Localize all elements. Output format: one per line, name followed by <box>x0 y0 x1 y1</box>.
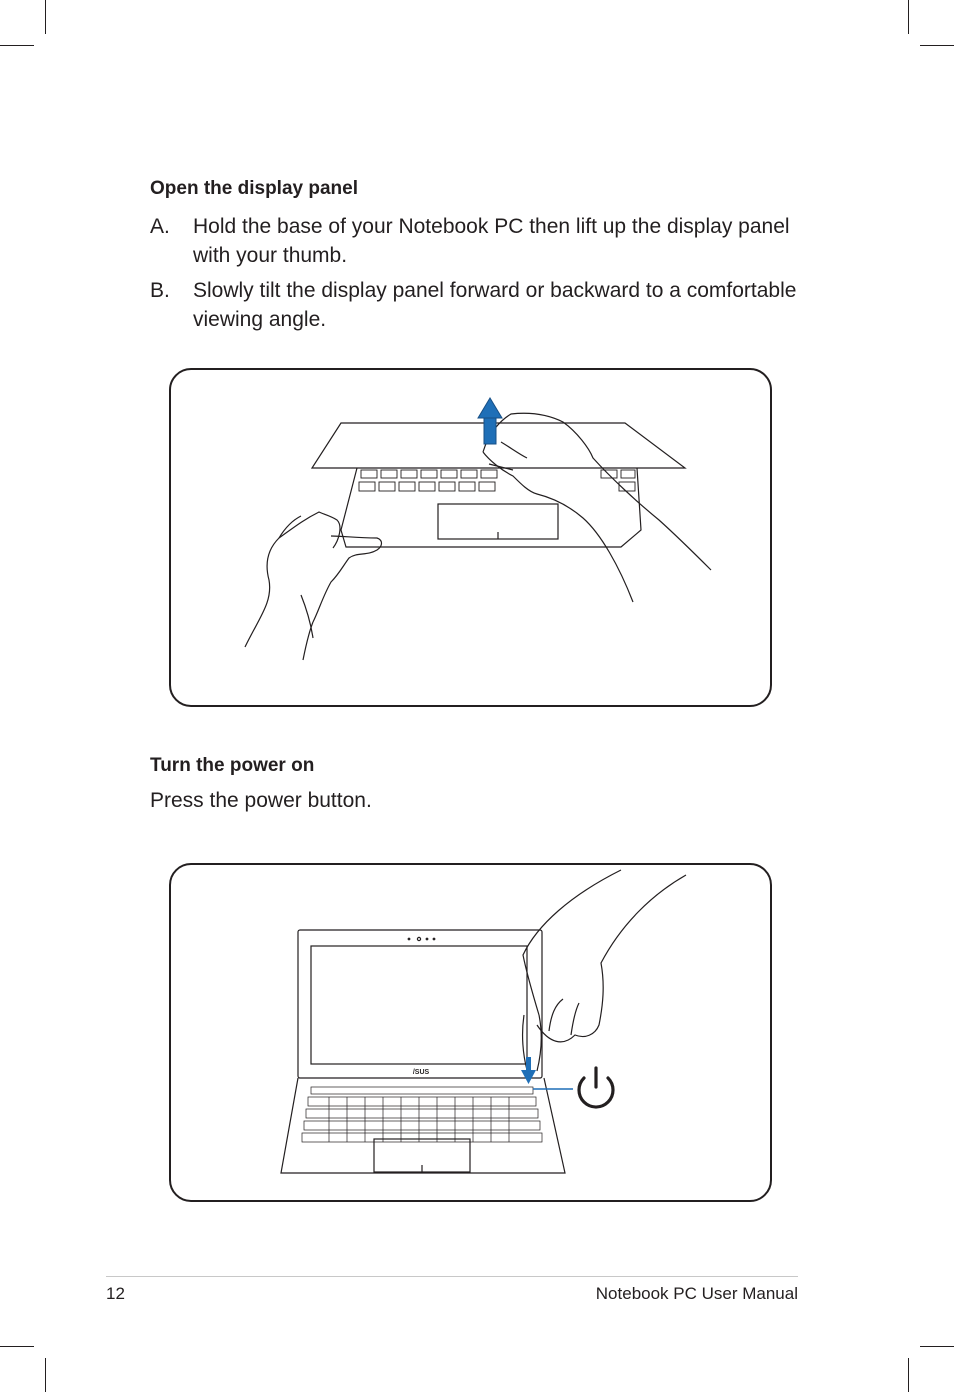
down-arrow-icon <box>521 1057 536 1084</box>
crop-mark <box>920 1346 954 1347</box>
step-text: Hold the base of your Notebook PC then lift up the display panel with your thumb. <box>193 215 790 267</box>
crop-mark <box>908 0 909 34</box>
figure-open-display <box>169 368 772 707</box>
step-letter: B. <box>150 279 170 302</box>
crop-mark <box>45 0 46 34</box>
crop-mark <box>0 1346 34 1347</box>
crop-mark <box>920 45 954 46</box>
crop-mark <box>0 45 34 46</box>
step-a <box>150 212 810 270</box>
power-icon <box>579 1068 613 1107</box>
figure-power-button <box>169 863 772 1202</box>
step-text: Slowly tilt the display panel forward or backward to a comfortable viewing angle. <box>193 279 797 331</box>
section-heading-power-on: Turn the power on <box>150 755 315 776</box>
power-button-illustration <box>171 865 774 1204</box>
step-letter: A. <box>150 215 170 238</box>
manual-title: Notebook PC User Manual <box>595 1284 798 1303</box>
crop-mark <box>908 1358 909 1392</box>
up-arrow-icon <box>478 398 502 444</box>
section-heading-open-display: Open the display panel <box>150 178 358 199</box>
open-display-illustration <box>171 370 774 709</box>
footer-rule <box>106 1276 798 1277</box>
page-number: 12 <box>106 1284 125 1303</box>
crop-mark <box>45 1358 46 1392</box>
brand-logo: /SUS <box>412 1069 430 1076</box>
step-b <box>150 276 810 334</box>
power-instruction: Press the power button. <box>150 789 372 812</box>
